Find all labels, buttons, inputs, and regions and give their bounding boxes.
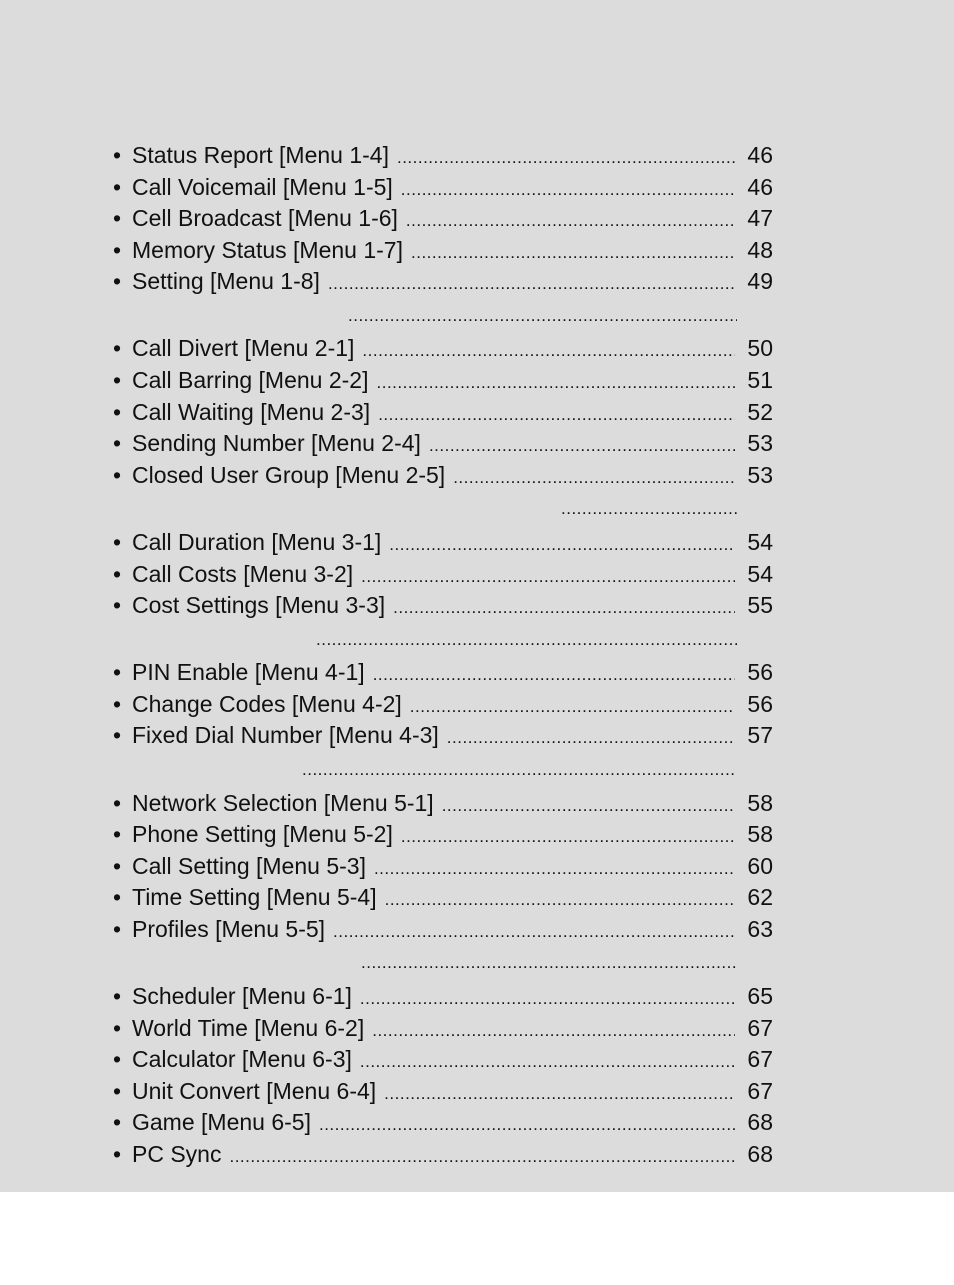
dot-leader <box>442 790 735 822</box>
toc-entry-page: 65 <box>747 982 773 1009</box>
dot-leader <box>397 142 735 174</box>
dot-leader <box>411 237 735 269</box>
section-dot-leader <box>316 622 737 658</box>
dot-leader <box>393 592 735 624</box>
bullet: • <box>113 690 122 717</box>
bullet: • <box>113 430 122 457</box>
toc-entry <box>113 1076 773 1108</box>
toc-entry <box>113 981 773 1013</box>
toc-entry-page: 68 <box>747 1109 773 1136</box>
section-header-row <box>113 752 773 788</box>
bullet: • <box>113 236 122 263</box>
bullet: • <box>113 398 122 425</box>
dot-leader <box>373 659 735 691</box>
toc-entry <box>113 819 773 851</box>
table-of-contents <box>113 140 773 1171</box>
toc-entry <box>113 460 773 492</box>
toc-entry-page: 58 <box>747 821 773 848</box>
dot-leader <box>385 884 735 916</box>
toc-entry-page: 57 <box>747 722 773 749</box>
dot-leader <box>362 335 735 367</box>
section-dot-leader <box>361 945 737 981</box>
toc-entry-label: Call Duration [Menu 3-1] <box>132 528 382 555</box>
bullet: • <box>113 268 122 295</box>
section-header-row <box>113 945 773 981</box>
toc-entry <box>113 882 773 914</box>
toc-entry <box>113 851 773 883</box>
toc-entry-page: 58 <box>747 789 773 816</box>
toc-entry-label: PC Sync <box>132 1140 222 1167</box>
bullet: • <box>113 982 122 1009</box>
dot-leader <box>360 983 735 1015</box>
toc-entry-page: 54 <box>747 560 773 587</box>
toc-entry <box>113 140 773 172</box>
dot-leader <box>447 722 735 754</box>
toc-entry-page: 60 <box>747 852 773 879</box>
toc-entry-label: Closed User Group [Menu 2-5] <box>132 461 446 488</box>
toc-entry <box>113 365 773 397</box>
dot-leader <box>453 462 735 494</box>
toc-entry-label: Scheduler [Menu 6-1] <box>132 982 352 1009</box>
toc-entry-label: Call Divert [Menu 2-1] <box>132 335 355 362</box>
bullet: • <box>113 789 122 816</box>
bullet: • <box>113 205 122 232</box>
toc-entry-page: 50 <box>747 335 773 362</box>
toc-entry-label: Network Selection [Menu 5-1] <box>132 789 434 816</box>
toc-entry <box>113 527 773 559</box>
toc-entry-page: 56 <box>747 690 773 717</box>
toc-entry-page: 49 <box>747 268 773 295</box>
dot-leader <box>384 1078 735 1110</box>
toc-entry-page: 46 <box>747 173 773 200</box>
toc-entry-page: 48 <box>747 236 773 263</box>
toc-entry-label: Call Voicemail [Menu 1-5] <box>132 173 393 200</box>
toc-entry <box>113 333 773 365</box>
toc-entry <box>113 788 773 820</box>
toc-entry <box>113 914 773 946</box>
dot-leader <box>389 529 735 561</box>
dot-leader <box>319 1109 735 1141</box>
bullet: • <box>113 335 122 362</box>
toc-entry-label: Calculator [Menu 6-3] <box>132 1046 352 1073</box>
toc-entry-label: Time Setting [Menu 5-4] <box>132 884 377 911</box>
toc-entry-page: 51 <box>747 367 773 394</box>
bullet: • <box>113 915 122 942</box>
toc-entry-label: PIN Enable [Menu 4-1] <box>132 659 365 686</box>
toc-entry-label: Setting [Menu 1-8] <box>132 268 320 295</box>
bullet: • <box>113 461 122 488</box>
bullet: • <box>113 659 122 686</box>
toc-entry-label: Profiles [Menu 5-5] <box>132 915 326 942</box>
bullet: • <box>113 142 122 168</box>
toc-entry-page: 62 <box>747 884 773 911</box>
dot-leader <box>361 561 735 593</box>
toc-entry-label: Phone Setting [Menu 5-2] <box>132 821 393 848</box>
toc-entry-page: 47 <box>747 205 773 232</box>
dot-leader <box>372 1015 735 1047</box>
bullet: • <box>113 1046 122 1073</box>
toc-entry-label: Call Waiting [Menu 2-3] <box>132 398 371 425</box>
bullet: • <box>113 1140 122 1167</box>
bullet: • <box>113 528 122 555</box>
toc-entry-label: Unit Convert [Menu 6-4] <box>132 1077 377 1104</box>
toc-entry-label: Cell Broadcast [Menu 1-6] <box>132 205 398 232</box>
toc-entry <box>113 235 773 267</box>
toc-entry <box>113 657 773 689</box>
toc-entry-label: Call Barring [Menu 2-2] <box>132 367 369 394</box>
toc-entry-label: Fixed Dial Number [Menu 4-3] <box>132 722 439 749</box>
bullet: • <box>113 821 122 848</box>
toc-entry-page: 54 <box>747 528 773 555</box>
toc-entry-label: Sending Number [Menu 2-4] <box>132 430 421 457</box>
bullet: • <box>113 173 122 200</box>
toc-entry <box>113 203 773 235</box>
dot-leader <box>410 691 735 723</box>
dot-leader <box>377 367 736 399</box>
dot-leader <box>328 268 735 300</box>
section-dot-leader <box>561 491 737 527</box>
toc-entry-label: Change Codes [Menu 4-2] <box>132 690 402 717</box>
dot-leader <box>229 1141 735 1173</box>
bullet: • <box>113 884 122 911</box>
dot-leader <box>333 916 735 948</box>
toc-entry-page: 53 <box>747 430 773 457</box>
section-dot-leader <box>348 298 737 334</box>
dot-leader <box>401 174 735 206</box>
toc-entry <box>113 689 773 721</box>
toc-entry <box>113 559 773 591</box>
dot-leader <box>406 205 735 237</box>
section-header-row <box>113 622 773 658</box>
bullet: • <box>113 367 122 394</box>
toc-entry-page: 67 <box>747 1077 773 1104</box>
dot-leader <box>401 821 735 853</box>
dot-leader <box>360 1046 735 1078</box>
bullet: • <box>113 852 122 879</box>
toc-entry-label: Memory Status [Menu 1-7] <box>132 236 403 263</box>
dot-leader <box>374 853 735 885</box>
toc-entry-label: Call Costs [Menu 3-2] <box>132 560 354 587</box>
bullet: • <box>113 1109 122 1136</box>
toc-entry <box>113 1044 773 1076</box>
toc-entry <box>113 1013 773 1045</box>
bullet: • <box>113 722 122 749</box>
toc-entry <box>113 1107 773 1139</box>
toc-entry-label: Game [Menu 6-5] <box>132 1109 311 1136</box>
bullet: • <box>113 1077 122 1104</box>
toc-entry-page: 53 <box>747 461 773 488</box>
section-dot-leader <box>302 752 737 788</box>
section-header-row <box>113 298 773 334</box>
dot-leader <box>429 430 735 462</box>
toc-entry <box>113 590 773 622</box>
toc-entry-label: World Time [Menu 6-2] <box>132 1014 365 1041</box>
toc-entry-page: 68 <box>747 1140 773 1167</box>
toc-entry <box>113 428 773 460</box>
toc-entry-label: Status Report [Menu 1-4] <box>132 142 389 168</box>
toc-entry-page: 56 <box>747 659 773 686</box>
toc-entry <box>113 1139 773 1171</box>
toc-entry-page: 52 <box>747 398 773 425</box>
toc-entry <box>113 266 773 298</box>
toc-entry-page: 46 <box>747 142 773 168</box>
toc-entry <box>113 172 773 204</box>
dot-leader <box>378 399 735 431</box>
bullet: • <box>113 592 122 619</box>
toc-entry <box>113 720 773 752</box>
toc-entry-page: 67 <box>747 1014 773 1041</box>
section-header-row <box>113 491 773 527</box>
bullet: • <box>113 1014 122 1041</box>
toc-entry-label: Call Setting [Menu 5-3] <box>132 852 366 879</box>
toc-entry-page: 67 <box>747 1046 773 1073</box>
bullet: • <box>113 560 122 587</box>
toc-entry <box>113 397 773 429</box>
toc-entry-page: 63 <box>747 915 773 942</box>
toc-entry-page: 55 <box>747 592 773 619</box>
toc-entry-label: Cost Settings [Menu 3-3] <box>132 592 386 619</box>
